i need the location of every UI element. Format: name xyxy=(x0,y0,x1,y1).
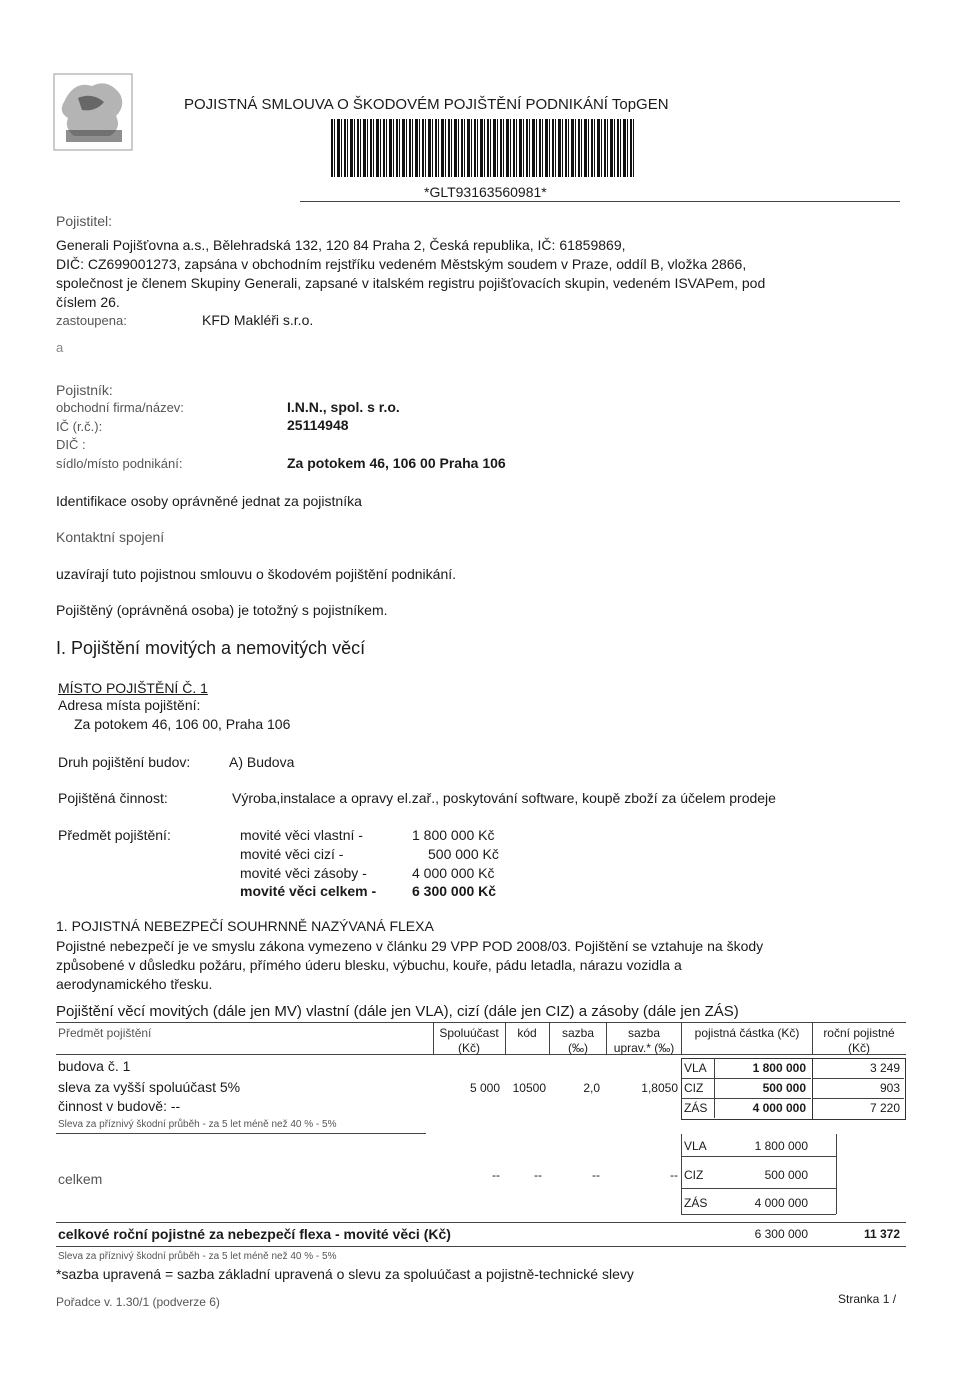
activity-label: Pojištěná činnost: xyxy=(58,790,168,806)
total-dash: -- xyxy=(670,1168,678,1182)
item-type: CIZ xyxy=(684,1081,704,1095)
insurer-label: Pojistitel: xyxy=(56,213,113,229)
flexa-title: 1. POJISTNÁ NEBEZPEČÍ SOUHRNNĚ NAZÝVANÁ FLEXA xyxy=(56,918,434,934)
insurer-line-4: číslem 26. xyxy=(56,294,120,310)
subject-total-amount: 6 300 000 Kč xyxy=(412,883,497,899)
total-type: VLA xyxy=(684,1139,707,1153)
representative-value: KFD Makléři s.r.o. xyxy=(202,312,314,328)
generali-lion-logo xyxy=(52,72,134,152)
authorized-person-label: Identifikace osoby oprávněné jednat za pojistníka xyxy=(56,493,362,509)
subject-amount: 4 000 000 Kč xyxy=(412,865,495,881)
cell-rate-adjusted: 1,8050 xyxy=(641,1081,678,1095)
subject-total-name: movité věci celkem - xyxy=(240,883,377,899)
grand-total-premium: 11 372 xyxy=(863,1227,900,1241)
page-number: Stranka 1 / xyxy=(838,1292,897,1306)
total-label: celkem xyxy=(58,1171,103,1187)
total-sum: 500 000 xyxy=(764,1168,808,1182)
building-type-value: A) Budova xyxy=(229,754,295,770)
subject-amount: 1 800 000 Kč xyxy=(412,827,495,843)
total-dash: -- xyxy=(492,1168,500,1182)
header-rule xyxy=(300,201,900,202)
building-type-label: Druh pojištění budov: xyxy=(58,754,191,770)
and-separator: a xyxy=(56,340,64,355)
dic-label: DIČ : xyxy=(56,437,86,452)
seat-value: Za potokem 46, 106 00 Praha 106 xyxy=(287,455,506,471)
item-sum: 1 800 000 xyxy=(752,1061,806,1075)
contact-label: Kontaktní spojení xyxy=(56,529,165,545)
row-building: budova č. 1 xyxy=(58,1058,131,1074)
insurer-line-1: Generali Pojišťovna a.s., Bělehradská 132, 120 84 Praha 2, Česká republika, IČ: 61859869, xyxy=(56,237,626,253)
grand-total-sum: 6 300 000 xyxy=(754,1227,808,1241)
table-caption: Pojištění věcí movitých (dále jen MV) vlastní (dále jen VLA), cizí (dále jen CIZ) a zásoby (dále jen ZÁS) xyxy=(56,1003,739,1020)
item-type: VLA xyxy=(684,1061,707,1075)
header-annual-premium: roční pojistné (Kč) xyxy=(823,1026,895,1055)
cell-code: 10500 xyxy=(512,1081,546,1095)
flexa-text-3: aerodynamického třesku. xyxy=(56,976,213,992)
header-rate-adjusted: sazba uprav.* (‰) xyxy=(613,1026,675,1055)
row-activity: činnost v budově: -- xyxy=(58,1098,181,1114)
barcode xyxy=(331,119,636,177)
header-subject: Předmět pojištění xyxy=(58,1026,152,1040)
header-code: kód xyxy=(517,1026,537,1040)
discount-note: Sleva za příznivý škodní průběh - za 5 let méně než 40 % - 5% xyxy=(58,1119,337,1130)
total-dash: -- xyxy=(592,1168,600,1182)
item-sum: 500 000 xyxy=(762,1081,806,1095)
footer-rate-note: *sazba upravená = sazba základní upravená o slevu za spoluúčast a pojistně-technické slevy xyxy=(56,1266,634,1282)
cell-rate: 2,0 xyxy=(583,1081,600,1095)
place-title: MÍSTO POJIŠTĚNÍ Č. 1 xyxy=(58,680,208,696)
policyholder-label: Pojistník: xyxy=(56,382,113,398)
subject-name: movité věci cizí - xyxy=(240,846,344,862)
insured-same-text: Pojištěný (oprávněná osoba) je totožný s pojistníkem. xyxy=(56,602,388,618)
ic-label: IČ (r.č.): xyxy=(56,419,103,434)
total-sum: 4 000 000 xyxy=(754,1196,808,1210)
representative-label: zastoupena: xyxy=(56,313,127,328)
subject-name: movité věci zásoby - xyxy=(240,865,367,881)
total-dash: -- xyxy=(534,1168,542,1182)
document-title: POJISTNÁ SMLOUVA O ŠKODOVÉM POJIŠTĚNÍ PODNIKÁNÍ TopGEN xyxy=(184,96,669,113)
seat-label: sídlo/místo podnikání: xyxy=(56,456,183,471)
insurer-line-2: DIČ: CZ699001273, zapsána v obchodním rejstříku vedeném Městským soudem v Praze, oddíl B, vložka 2866, xyxy=(56,256,747,272)
ic-value: 25114948 xyxy=(287,417,349,433)
header-rate: sazba (‰) xyxy=(561,1026,595,1055)
total-type: CIZ xyxy=(684,1168,704,1182)
insurer-line-3: společnost je členem Skupiny Generali, zapsané v italském registru pojišťovacích skupin, vedeném ISVAPem, pod xyxy=(56,275,766,291)
subject-amount: 500 000 Kč xyxy=(428,846,499,862)
agreement-text: uzavírají tuto pojistnou smlouvu o škodovém pojištění podnikání. xyxy=(56,566,457,582)
company-name-label: obchodní firma/název: xyxy=(56,400,184,415)
item-type: ZÁS xyxy=(684,1101,708,1115)
footer-version: Pořadce v. 1.30/1 (podverze 6) xyxy=(56,1295,220,1309)
address-label: Adresa místa pojištění: xyxy=(58,697,201,713)
item-sum: 4 000 000 xyxy=(752,1101,806,1115)
company-name-value: I.N.N., spol. s r.o. xyxy=(287,399,400,415)
grand-total-label: celkové roční pojistné za nebezpečí flexa - movité věci (Kč) xyxy=(58,1226,451,1242)
subject-name: movité věci vlastní - xyxy=(240,827,363,843)
section-title: I. Pojištění movitých a nemovitých věcí xyxy=(56,638,366,658)
header-sum-insured: pojistná částka (Kč) xyxy=(694,1026,800,1040)
item-premium: 903 xyxy=(879,1081,900,1095)
footer-discount-note: Sleva za příznivý škodní průběh - za 5 let méně než 40 % - 5% xyxy=(58,1251,337,1262)
item-premium: 3 249 xyxy=(869,1061,900,1075)
address-value: Za potokem 46, 106 00, Praha 106 xyxy=(74,716,291,732)
activity-value: Výroba,instalace a opravy el.zař., poskytování software, koupě zboží za účelem prodeje xyxy=(232,790,776,806)
item-premium: 7 220 xyxy=(869,1101,900,1115)
flexa-text-1: Pojistné nebezpečí je ve smyslu zákona vymezeno v článku 29 VPP POD 2008/03. Pojištění se vztahuje na škody xyxy=(56,938,764,954)
total-sum: 1 800 000 xyxy=(754,1139,808,1153)
cell-deductible: 5 000 xyxy=(469,1081,500,1095)
barcode-text: *GLT93163560981* xyxy=(424,184,547,200)
row-deductible-discount: sleva za vyšší spoluúčast 5% xyxy=(58,1079,241,1095)
flexa-text-2: způsobené v důsledku požáru, přímého úderu blesku, výbuchu, kouře, pádu letadla, nárazu vozidla a xyxy=(56,957,682,973)
header-deductible: Spoluúčast (Kč) xyxy=(439,1026,499,1055)
total-type: ZÁS xyxy=(684,1196,708,1210)
subject-label: Předmět pojištění: xyxy=(58,827,171,843)
